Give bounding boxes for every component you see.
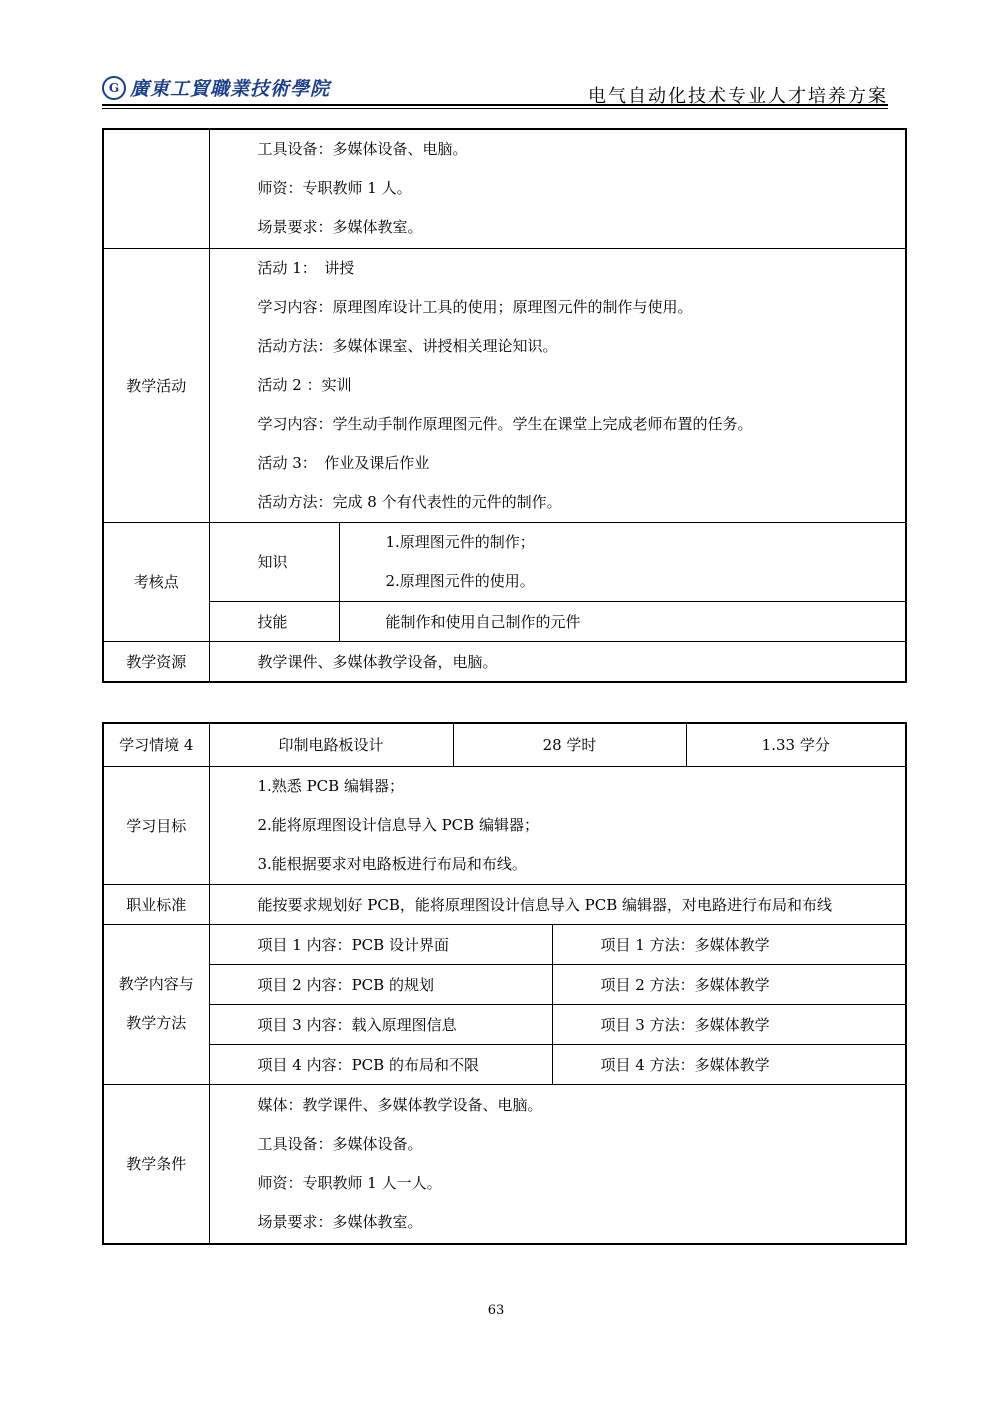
project-method: 项目 1 方法：多媒体教学 <box>552 924 906 964</box>
college-emblem-icon: G <box>102 76 126 100</box>
knowledge-cell <box>339 522 906 601</box>
activity-line: 活动 2 ：实训 <box>257 375 352 394</box>
activity-line: 活动 1： 讲授 <box>257 258 355 277</box>
activity-line: 学习内容：原理图库设计工具的使用；原理图元件的制作与使用。 <box>257 297 693 316</box>
document-title: 电气自动化技术专业人才培养方案 <box>588 86 888 107</box>
standard-label: 职业标准 <box>103 884 209 924</box>
content-method-label <box>103 924 209 1084</box>
project-content: 项目 3 内容：载入原理图信息 <box>209 1004 552 1044</box>
skill-label: 技能 <box>209 601 339 641</box>
page-number: 63 <box>487 1303 505 1318</box>
goal-line: 1.熟悉 PCB 编辑器； <box>257 776 404 795</box>
resources-label: 教学资源 <box>103 641 209 682</box>
activity-line: 学习内容：学生动手制作原理图元件。学生在课堂上完成老师布置的任务。 <box>257 414 753 433</box>
goals-cell <box>209 766 906 884</box>
knowledge-line: 2.原理图元件的使用。 <box>385 571 535 590</box>
header-rule-thin <box>102 108 888 109</box>
goal-line: 2.能将原理图设计信息导入 PCB 编辑器； <box>257 815 539 834</box>
situation-name: 印制电路板设计 <box>209 723 453 766</box>
skill-cell: 能制作和使用自己制作的元件 <box>339 601 906 641</box>
condition-line: 场景要求：多媒体教室。 <box>257 1212 423 1231</box>
project-method: 项目 3 方法：多媒体教学 <box>552 1004 906 1044</box>
project-content: 项目 2 内容：PCB 的规划 <box>209 964 552 1004</box>
activity-line: 活动方法：完成 8 个有代表性的元件的制作。 <box>257 492 562 511</box>
activity-line: 活动 3： 作业及课后作业 <box>257 453 430 472</box>
credits-cell: 1.33 学分 <box>686 723 906 766</box>
course-table-continued <box>102 128 907 683</box>
college-name: 廣東工貿職業技術學院 <box>130 78 331 100</box>
condition-line: 工具设备：多媒体设备。 <box>257 1134 423 1153</box>
label-line: 教学方法 <box>126 1014 187 1032</box>
knowledge-label: 知识 <box>209 522 339 601</box>
conditions-line: 场景要求：多媒体教室。 <box>257 218 423 237</box>
activity-line: 活动方法：多媒体课室、讲授相关理论知识。 <box>257 336 558 355</box>
standard-cell: 能按要求规划好 PCB，能将原理图设计信息导入 PCB 编辑器，对电路进行布局和布线 <box>209 884 906 924</box>
activities-cell <box>209 248 906 522</box>
assessment-label: 考核点 <box>103 522 209 641</box>
project-content: 项目 1 内容：PCB 设计界面 <box>209 924 552 964</box>
situation-label: 学习情境 4 <box>103 723 209 766</box>
hours-cell: 28 学时 <box>453 723 686 766</box>
activities-label: 教学活动 <box>103 248 209 522</box>
project-content: 项目 4 内容：PCB 的布局和不限 <box>209 1044 552 1084</box>
project-method: 项目 4 方法：多媒体教学 <box>552 1044 906 1084</box>
condition-line: 媒体：教学课件、多媒体教学设备、电脑。 <box>257 1095 543 1114</box>
course-table-situation-4 <box>102 722 907 1245</box>
project-method: 项目 2 方法：多媒体教学 <box>552 964 906 1004</box>
condition-line: 师资：专职教师 1 人一人。 <box>257 1173 442 1192</box>
conditions-line: 师资：专职教师 1 人。 <box>257 179 412 198</box>
goals-label: 学习目标 <box>103 766 209 884</box>
header-rule <box>102 104 888 106</box>
conditions-label-cell <box>103 129 209 248</box>
college-logo <box>102 74 330 101</box>
page-header <box>102 70 888 106</box>
goal-line: 3.能根据要求对电路板进行布局和布线。 <box>257 854 527 873</box>
teaching-conditions-cell <box>209 1084 906 1244</box>
conditions-line: 工具设备：多媒体设备、电脑。 <box>257 140 468 159</box>
label-line: 教学内容与 <box>118 975 194 993</box>
knowledge-line: 1.原理图元件的制作； <box>385 532 535 551</box>
teaching-conditions-label: 教学条件 <box>103 1084 209 1244</box>
conditions-cell <box>209 129 906 248</box>
resources-cell: 教学课件、多媒体教学设备，电脑。 <box>209 641 906 682</box>
